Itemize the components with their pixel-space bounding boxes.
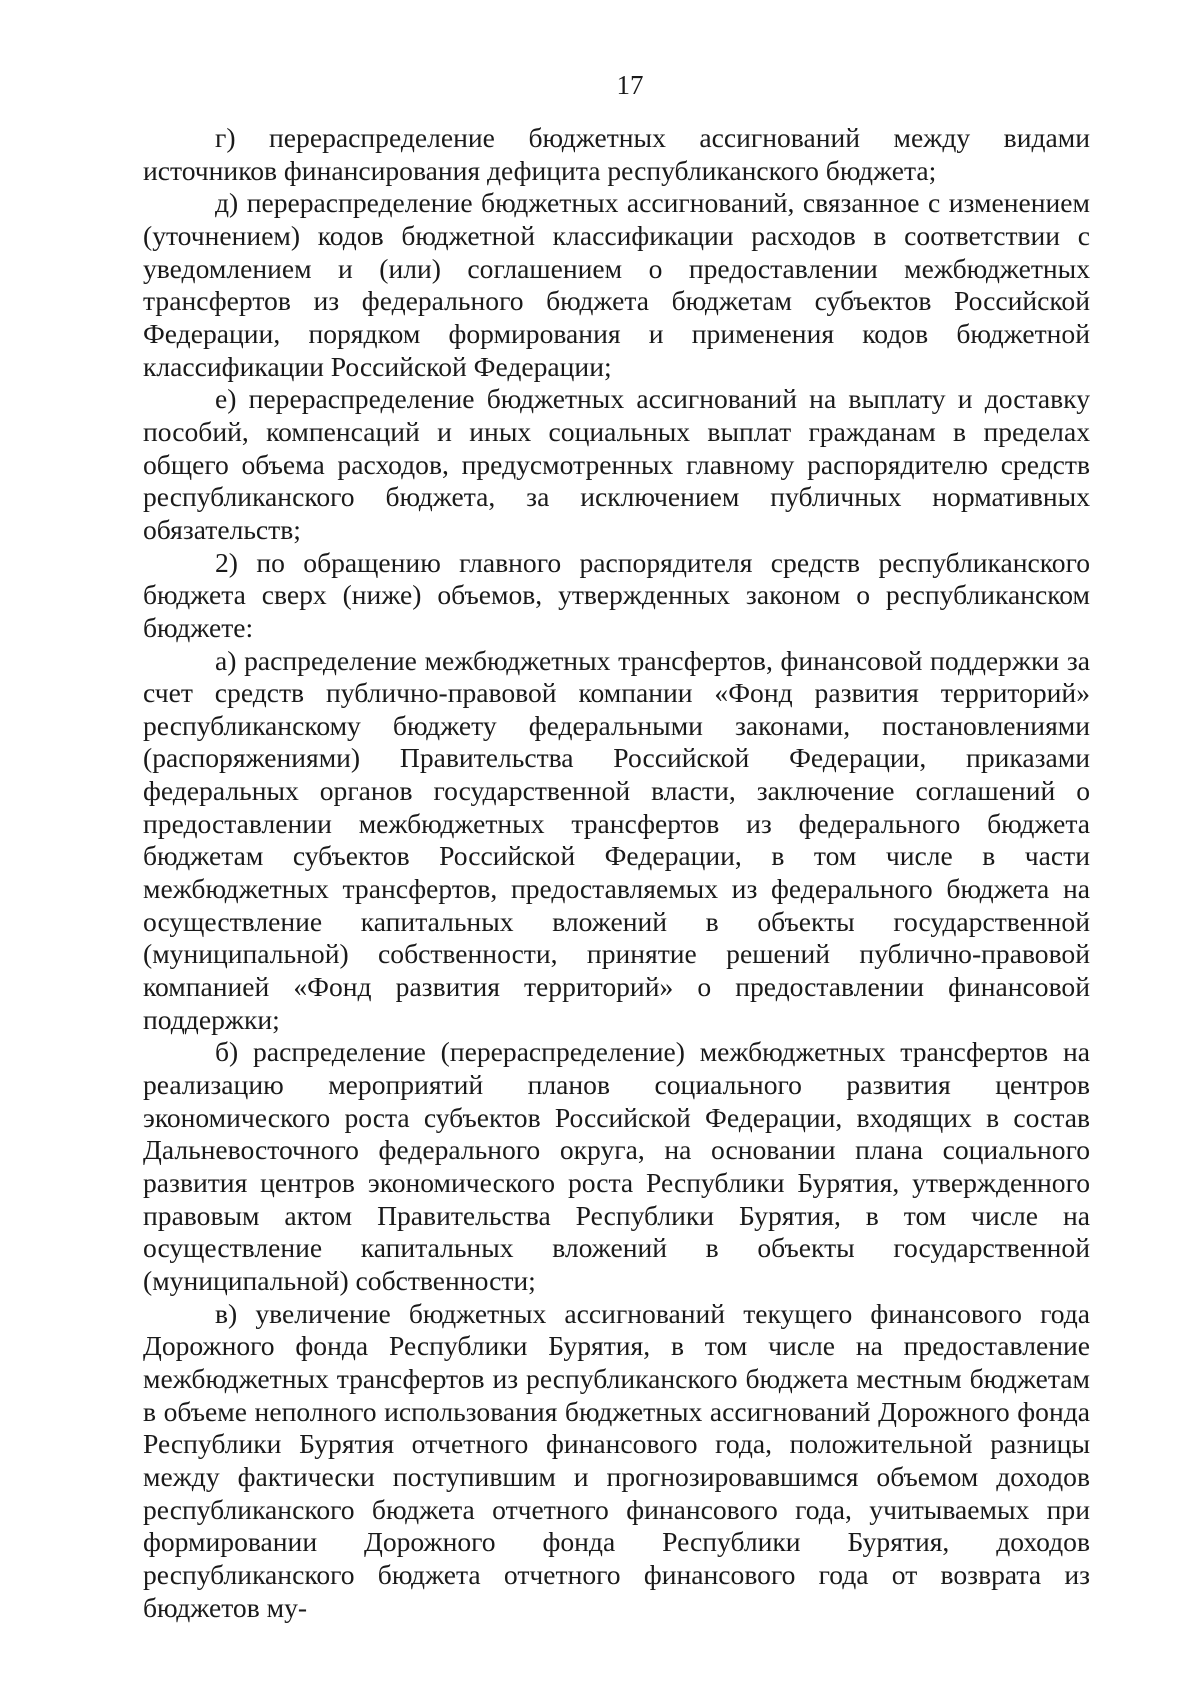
paragraph-v-road-fund: в) увеличение бюджетных ассигнований текущего финансового года Дорожного фонда Республики Бурятия, в том числе на предоставление межбюджетных трансфертов из республиканского бюджета местным бюджетам в объеме неполного использования бюджетных ассигнований Дорожного фонда Республики Бурятия отчетного финансового года, положительной разницы между фактически поступившим и прогнозировавшимся объемом доходов республиканского бюджета отчетного финансового года, учитываемых при формировании Дорожного фонда Республики Бурятия, доходов республиканского бюджета отчетного финансового года от возврата из бюджетов му-: [143, 1297, 1090, 1623]
paragraph-g-reallocation-sources: г) перераспределение бюджетных ассигнований между видами источников финансирования дефицита республиканского бюджета;: [143, 122, 1090, 186]
paragraph-b-growth-centers: б) распределение (перераспределение) межбюджетных трансфертов на реализацию мероприятий планов социального развития центров экономического роста субъектов Российской Федерации, входящих в состав Дальневосточного федерального округа, на основании плана социального развития центров экономического роста Республики Бурятия, утвержденного правовым актом Правительства Республики Бурятия, в том числе на осуществление капитальных вложений в объекты государственной (муниципальной) собственности;: [143, 1036, 1090, 1296]
paragraph-a-transfer-distribution: а) распределение межбюджетных трансфертов, финансовой поддержки за счет средств публично-правовой компании «Фонд развития территорий» республиканскому бюджету федеральными законами, постановлениями (распоряжениями) Правительства Российской Федерации, приказами федеральных органов государственной власти, заключение соглашений о предоставлении межбюджетных трансфертов из федерального бюджета бюджетам субъектов Российской Федерации, в том числе в части межбюджетных трансфертов, предоставляемых из федерального бюджета на осуществление капитальных вложений в объекты государственной (муниципальной) собственности, принятие решений публично-правовой компанией «Фонд развития территорий» о предоставлении финансовой поддержки;: [143, 644, 1090, 1035]
paragraph-e-social-payments: е) перераспределение бюджетных ассигнований на выплату и доставку пособий, компенсаций и иных социальных выплат гражданам в пределах общего объема расходов, предусмотренных главному распорядителю средств республиканского бюджета, за исключением публичных нормативных обязательств;: [143, 383, 1090, 545]
paragraph-d-classification-codes: д) перераспределение бюджетных ассигнований, связанное с изменением (уточнением) кодов бюджетной классификации расходов в соответствии с уведомлением и (или) соглашением о предоставлении межбюджетных трансфертов из федерального бюджета бюджетам субъектов Российской Федерации, порядком формирования и применения кодов бюджетной классификации Российской Федерации;: [143, 187, 1090, 382]
paragraph-2-by-request: 2) по обращению главного распорядителя средств республиканского бюджета сверх (ниже) объемов, утвержденных законом о республиканском бюджете:: [143, 546, 1090, 643]
page-number: 17: [616, 70, 644, 100]
document-body: [143, 122, 1090, 1624]
